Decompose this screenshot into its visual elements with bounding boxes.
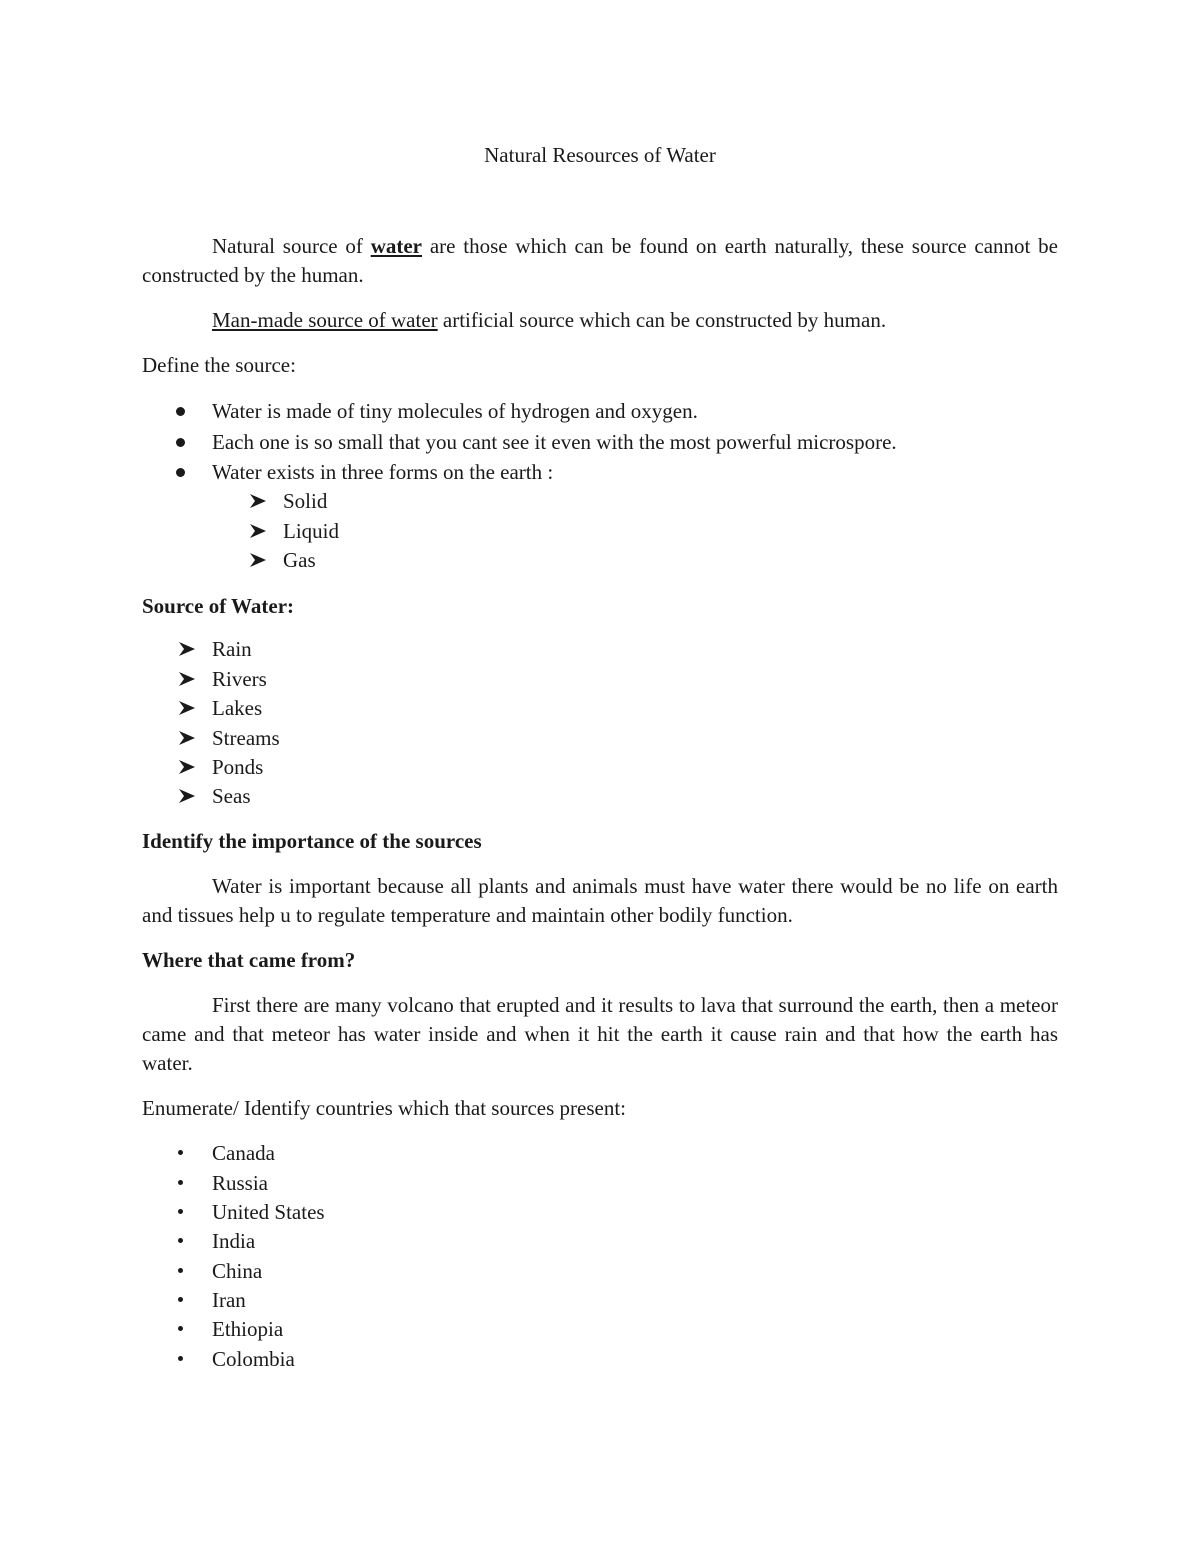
intro-paragraph [142,232,1058,290]
list-item: Rivers [212,667,267,691]
bullet-icon [178,1356,183,1361]
manmade-term: Man-made source of water [212,308,438,332]
list-item: Gas [283,548,316,572]
bullet-icon [178,1268,183,1273]
intro-text-start: Natural source of [212,234,363,258]
bullet-icon [178,1238,183,1243]
arrowhead-bullet-icon [178,700,196,716]
list-item: Ethiopia [212,1317,284,1341]
arrowhead-bullet-icon [249,523,267,539]
origin-paragraph: First there are many volcano that erupted and it results to lava that surround the earth, then a meteor came and that meteor has water inside and when it hit the earth it cause rain and that how the earth has water. [142,993,1058,1075]
origin-heading: Where that came from? [142,948,356,972]
bullet-icon [178,1297,183,1302]
countries-label: Enumerate/ Identify countries which that sources present: [142,1096,627,1120]
manmade-paragraph [212,310,886,331]
bullet-icon [176,468,185,477]
arrowhead-bullet-icon [178,671,196,687]
list-item: Lakes [212,696,263,720]
list-item: Iran [212,1288,246,1312]
intro-text-end: are those which can be found on earth naturally, these source cannot be constructed by the human. [142,234,1058,287]
bullet-icon [178,1150,183,1155]
arrowhead-bullet-icon [249,493,267,509]
list-item: Each one is so small that you cant see it even with the most powerful microspore. [212,430,897,454]
list-item: India [212,1229,256,1253]
importance-heading: Identify the importance of the sources [142,829,482,853]
list-item: Seas [212,784,251,808]
bullet-icon [176,438,185,447]
bullet-icon [178,1326,183,1331]
page-title: Natural Resources of Water [484,143,716,167]
bullet-icon [178,1180,183,1185]
arrowhead-bullet-icon [178,759,196,775]
manmade-text: artificial source which can be constructed by human. [442,308,887,332]
list-item: Ponds [212,755,264,779]
importance-paragraph: Water is important because all plants and animals must have water there would be no life on earth and tissues help u to regulate temperature and maintain other bodily function. [142,874,1058,927]
arrowhead-bullet-icon [178,730,196,746]
bullet-icon [176,407,185,416]
source-heading: Source of Water: [142,594,295,618]
list-item: Russia [212,1171,269,1195]
list-item: Liquid [283,519,339,543]
arrowhead-bullet-icon [249,552,267,568]
list-item: Solid [283,489,328,513]
define-label: Define the source: [142,353,296,377]
list-item: United States [212,1200,325,1224]
intro-keyword: water [370,234,423,258]
list-item: Streams [212,726,280,750]
list-item: Colombia [212,1347,295,1371]
list-item: China [212,1259,263,1283]
list-item: Rain [212,637,252,661]
arrowhead-bullet-icon [178,788,196,804]
list-item: Canada [212,1141,275,1165]
list-item: Water exists in three forms on the earth : [212,460,554,484]
arrowhead-bullet-icon [178,641,196,657]
list-item: Water is made of tiny molecules of hydrogen and oxygen. [212,399,698,423]
bullet-icon [178,1209,183,1214]
